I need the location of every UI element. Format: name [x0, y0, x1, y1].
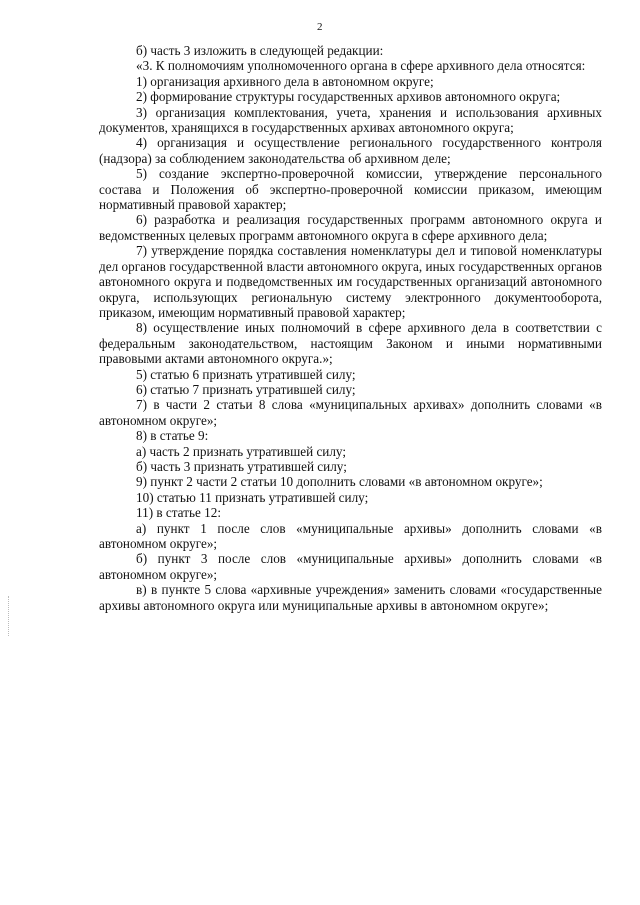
paragraph: 1) организация архивного дела в автономном округе;	[136, 73, 434, 89]
paragraph: 5) создание экспертно-проверочной комиссии, утверждение персонального состава и Положения об экспертно-проверочной комиссии приказом, имеющим нормативный правовой характер;	[99, 166, 602, 213]
paragraph: 7) утверждение порядка составления номенклатуры дел и типовой номенклатуры дел органов государственной власти автономного округа, иных государственных органов автономного округа и подведомственных им государственных организаций автономного округа, использующих региональную систему электронного документооборота, приказом, имеющим нормативный правовой характер;	[99, 243, 602, 320]
paragraph: б) часть 3 изложить в следующей редакции:	[136, 43, 384, 58]
paragraph: 11) в статье 12:	[136, 505, 221, 521]
paragraph: 6) разработка и реализация государственных программ автономного округа и ведомственных целевых программ автономного округа в сфере архивного дела;	[99, 212, 602, 243]
paragraph: б) часть 3 признать утратившей силу;	[136, 458, 347, 474]
paragraph: 2) формирование структуры государственных архивов автономного округа;	[136, 89, 561, 105]
paragraph: 4) организация и осуществление регионального государственного контроля (надзора) за соблюдением законодательства об архивном деле;	[99, 135, 602, 166]
document-body	[99, 43, 602, 613]
paragraph: 9) пункт 2 части 2 статьи 10 дополнить словами «в автономном округе»;	[136, 474, 543, 490]
paragraph: 5) статью 6 признать утратившей силу;	[136, 366, 356, 382]
paragraph: а) часть 2 признать утратившей силу;	[136, 443, 347, 459]
paragraph: б) пункт 3 после слов «муниципальные архивы» дополнить словами «в автономном округе»;	[99, 551, 602, 582]
page-number: 2	[317, 21, 323, 33]
paragraph: в) в пункте 5 слова «архивные учреждения» заменить словами «государственные архивы автономного округа или муниципальные архивы в автономном округе»;	[99, 582, 602, 613]
paragraph: 7) в части 2 статьи 8 слова «муниципальных архивах» дополнить словами «в автономном округе»;	[99, 397, 602, 428]
paragraph: 3) организация комплектования, учета, хранения и использования архивных документов, хранящихся в государственных архивах автономного округа;	[99, 104, 602, 136]
paragraph: 6) статью 7 признать утратившей силу;	[136, 381, 356, 397]
paragraph: «3. К полномочиям уполномоченного органа в сфере архивного дела относятся:	[136, 58, 586, 74]
paragraph: 8) в статье 9:	[136, 428, 209, 444]
paragraph: 8) осуществление иных полномочий в сфере архивного дела в соответствии с федеральным законодательством, настоящим Законом и иными нормативными правовыми актами автономного округа.»;	[99, 320, 602, 367]
paragraph: а) пункт 1 после слов «муниципальные архивы» дополнить словами «в автономном округе»;	[99, 520, 602, 551]
scan-margin-marks	[8, 596, 10, 636]
paragraph: 10) статью 11 признать утратившей силу;	[136, 489, 369, 505]
